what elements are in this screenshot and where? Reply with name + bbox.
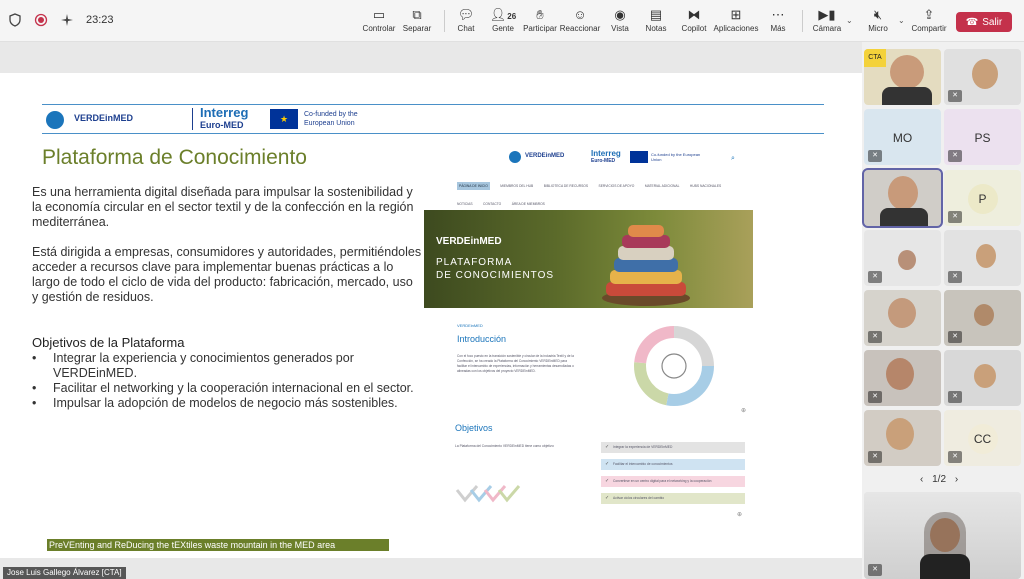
objective-bar: ✓ Convertirse en un centro digital para el networking y la cooperación: [601, 476, 745, 487]
mic-off-icon: ✕: [948, 451, 962, 463]
chevron-right-icon[interactable]: ›: [954, 474, 959, 485]
avatar-initials: P: [968, 184, 998, 214]
participant-tile-active-speaker[interactable]: [864, 170, 941, 226]
participant-tile-large[interactable]: [864, 492, 1021, 579]
more-icon: ⋯: [771, 7, 785, 22]
people-label: Gente: [492, 24, 514, 33]
intro-text: Con el foco puesto en la transición sostenible y circular de la industria Textil y de la Confección, se ha creado la Plataforma del Conocimiento VERDEinMED para facilitar el intercambio de experiencias, información y herramientas desarrolladas o alineadas con los objetivos del proyecto VERDEinMED.: [457, 354, 574, 373]
objectives-heading: Objetivos de la Plataforma: [32, 335, 185, 350]
website-nav-item: PÁGINA DE INICIO: [459, 184, 488, 188]
objective-bar: ✓ Facilitar el intercambio de conocimientos: [601, 459, 745, 470]
website-nav-item: HUBS NACIONALES: [689, 184, 722, 188]
website-nav: [457, 174, 747, 206]
view-label: Vista: [611, 24, 629, 33]
chat-label: Chat: [457, 24, 475, 33]
leave-button[interactable]: [956, 12, 1012, 32]
hero-title: VERDEinMED: [436, 236, 502, 247]
avatar-initials: PS: [974, 131, 991, 145]
participant-tile[interactable]: [864, 350, 941, 406]
meeting-toolbar: [0, 0, 1024, 42]
participant-tile[interactable]: [864, 290, 941, 346]
camera-label: Cámara: [812, 24, 842, 33]
mic-off-icon: ✕: [948, 271, 962, 283]
hero-subtitle-line: DE CONOCIMIENTOS: [436, 270, 555, 281]
participant-tile[interactable]: [864, 49, 941, 105]
popout-icon: ⧉: [412, 7, 422, 22]
raise-hand-icon: ✋︎: [536, 7, 544, 22]
website-nav-item: MIEMBROS DEL HUB: [500, 184, 534, 188]
mic-off-icon: ✕: [868, 391, 882, 403]
clothes-pile-image: [600, 220, 692, 306]
participant-tile[interactable]: [944, 109, 1021, 165]
react-icon: ☺: [573, 7, 587, 22]
intro-heading: Introducción: [457, 334, 507, 344]
website-nav-item: ÁREA DE MIEMBROS: [511, 202, 545, 206]
control-label: Controlar: [362, 24, 396, 33]
participant-tile[interactable]: [864, 410, 941, 466]
slide-paragraph-1: Es una herramienta digital diseñada para impulsar la sostenibilidad y la economía circular en el sector textil y de la confección en la región mediterránea.: [32, 185, 414, 229]
participant-tile[interactable]: [944, 49, 1021, 105]
chevron-left-icon[interactable]: ‹: [920, 474, 924, 485]
objectives-list: [32, 351, 432, 411]
copilot-icon: ⧓: [687, 7, 701, 22]
toolbar-divider: [802, 10, 803, 32]
apps-label: Aplicaciones: [713, 24, 759, 33]
copilot-label: Copilot: [681, 24, 707, 33]
objective-item: • Integrar la experiencia y conocimientos generados por VERDEinMED.: [32, 351, 432, 381]
interreg-logo: Interreg: [200, 105, 249, 120]
website-cofunded: Co-funded by the European Union: [651, 152, 701, 162]
people-count: 26: [507, 12, 517, 21]
recording-icon[interactable]: [34, 13, 48, 27]
participant-tile[interactable]: [944, 350, 1021, 406]
notes-label: Notas: [645, 24, 667, 33]
participant-tile[interactable]: [944, 410, 1021, 466]
presenter-name-tag: Jose Luis Gallego Álvarez [CTA]: [3, 567, 126, 579]
avatar: [944, 123, 1021, 153]
mic-off-icon: ✕: [948, 331, 962, 343]
participant-face: [976, 244, 996, 268]
camera-chevron-down-icon[interactable]: ⌄: [846, 16, 853, 25]
circular-economy-icon: [632, 324, 716, 408]
participant-face: [888, 298, 916, 328]
chat-icon: 💬︎: [457, 7, 475, 22]
camera-button[interactable]: [804, 6, 850, 33]
apps-button[interactable]: [713, 6, 759, 33]
participant-face: [972, 59, 998, 89]
mic-off-icon: ✕: [948, 150, 962, 162]
website-nav-item: SERVICIOS DE APOYO: [598, 184, 635, 188]
search-icon: ⌕: [731, 155, 735, 162]
avatar: [864, 123, 941, 153]
slide-tagline: PreVEnting and ReDucing the tEXtiles waste mountain in the MED area: [47, 539, 389, 551]
notes-icon: ▤: [649, 7, 663, 22]
objective-item: • Impulsar la adopción de modelos de negocio más sostenibles.: [32, 396, 432, 411]
verdeinmed-logo-icon: [46, 111, 64, 129]
participant-tile[interactable]: [864, 230, 941, 286]
participant-tile[interactable]: [944, 290, 1021, 346]
avatar: [944, 184, 1021, 214]
apps-icon: ⊞: [730, 7, 742, 22]
more-button[interactable]: [755, 6, 801, 33]
participant-body: [882, 87, 932, 105]
participant-face: [886, 358, 914, 390]
shield-icon: [8, 13, 22, 27]
mic-off-icon: ✕: [948, 90, 962, 102]
toolbar-status: [8, 13, 114, 27]
objective-bar: ✓ Integrar la experiencia de VERDEinMED: [601, 442, 745, 453]
camera-icon: ▶▮: [818, 7, 836, 22]
logo-divider: [192, 108, 193, 130]
website-interreg: Interreg: [591, 149, 621, 158]
control-icon: ▭: [372, 7, 386, 22]
popout-button[interactable]: [394, 6, 440, 33]
participant-face: [898, 250, 916, 270]
hero-subtitle: [436, 256, 554, 282]
mic-off-icon: ✕: [868, 331, 882, 343]
share-icon: ⇪: [923, 7, 935, 22]
cofunded-label: Co-funded by the European Union: [304, 111, 358, 127]
website-nav-item: NOTICIAS: [457, 202, 473, 206]
gallery-pager: [920, 474, 958, 485]
participant-tile[interactable]: [864, 109, 941, 165]
slide-logo-band: [42, 104, 824, 134]
mic-off-icon: ✕: [868, 451, 882, 463]
objectives-intro: La Plataforma del Conocimiento VERDEinMED tiene como objetivo:: [455, 444, 555, 448]
expand-icon: ⊕: [737, 512, 743, 518]
participant-face: [974, 304, 994, 326]
participant-face: [974, 364, 996, 388]
participant-face: [890, 55, 924, 89]
mic-off-icon: ✕: [948, 391, 962, 403]
copilot-button[interactable]: [671, 6, 717, 33]
participant-body: [880, 208, 928, 226]
mic-off-icon: ✕: [868, 271, 882, 283]
slide-logo-name: VERDEinMED: [74, 113, 134, 123]
participant-body: [920, 554, 970, 579]
objective-item: • Facilitar el networking y la cooperación internacional en el sector.: [32, 381, 432, 396]
expand-icon: ⊕: [741, 408, 747, 414]
participant-tile[interactable]: [944, 230, 1021, 286]
slide-paragraph-2: Está dirigida a empresas, consumidores y autoridades, permitiéndoles acceder a recursos clave para implementar buenas prácticas a lo largo de todo el ciclo de vida del producto: fabricación, mercado, uso y gestión de residuos.: [32, 245, 422, 304]
verdeinmed-logo-icon: [509, 151, 521, 163]
people-icon: 👤︎26: [489, 7, 517, 22]
website-euro-med: Euro-MED: [591, 158, 616, 164]
raise-hand-label: Participar: [523, 24, 557, 33]
website-nav-item: BIBLIOTECA DE RECURSOS: [543, 184, 589, 188]
mic-off-icon: ✕: [948, 211, 962, 223]
popout-label: Separar: [402, 24, 432, 33]
website-hero: [424, 210, 753, 308]
hero-subtitle-line: PLATAFORMA: [436, 257, 513, 268]
participant-tile[interactable]: [944, 170, 1021, 226]
decorative-checkmarks-graphic: [455, 482, 535, 504]
objectives-section-heading: Objetivos: [455, 423, 493, 433]
phone-icon: ☎: [965, 16, 979, 28]
mic-off-icon: 🔇︎: [873, 7, 883, 22]
website-nav-item: CONTACTO: [483, 202, 502, 206]
more-label: Más: [770, 24, 786, 33]
cta-sign: CTA: [864, 49, 886, 67]
participant-face: [888, 176, 918, 210]
react-label: Reaccionar: [559, 24, 601, 33]
avatar-initials: MO: [892, 131, 913, 145]
eu-flag-icon: [630, 151, 648, 163]
mic-off-icon: ✕: [868, 564, 882, 576]
share-label: Compartir: [911, 24, 947, 33]
website-screenshot: [436, 142, 753, 522]
participant-face: [886, 418, 914, 450]
mic-label: Micro: [868, 24, 888, 33]
meeting-timer: 23:23: [86, 14, 114, 26]
gallery-page-number: 1/2: [932, 474, 947, 485]
website-logo-name: VERDEinMED: [525, 153, 565, 159]
avatar: [944, 424, 1021, 454]
website-nav-item: MATERIAL ADICIONAL: [644, 184, 680, 188]
slide-title: Plataforma de Conocimiento: [42, 146, 307, 169]
intro-kicker: VERDEinMED: [457, 323, 483, 328]
mic-button[interactable]: [855, 6, 901, 33]
mic-off-icon: ✕: [868, 150, 882, 162]
mic-chevron-down-icon[interactable]: ⌄: [898, 16, 905, 25]
leave-label: Salir: [982, 16, 1003, 28]
objective-bar: ✓ Activar ciclos circulares del cambio: [601, 493, 745, 504]
euro-med-label: Euro-MED: [200, 120, 244, 130]
avatar-initials: CC: [968, 424, 998, 454]
sparkle-icon: [60, 13, 74, 27]
eu-flag-icon: ★: [270, 109, 298, 129]
share-button[interactable]: [906, 6, 952, 33]
view-icon: ◉: [614, 7, 626, 22]
website-logo: [509, 150, 699, 166]
